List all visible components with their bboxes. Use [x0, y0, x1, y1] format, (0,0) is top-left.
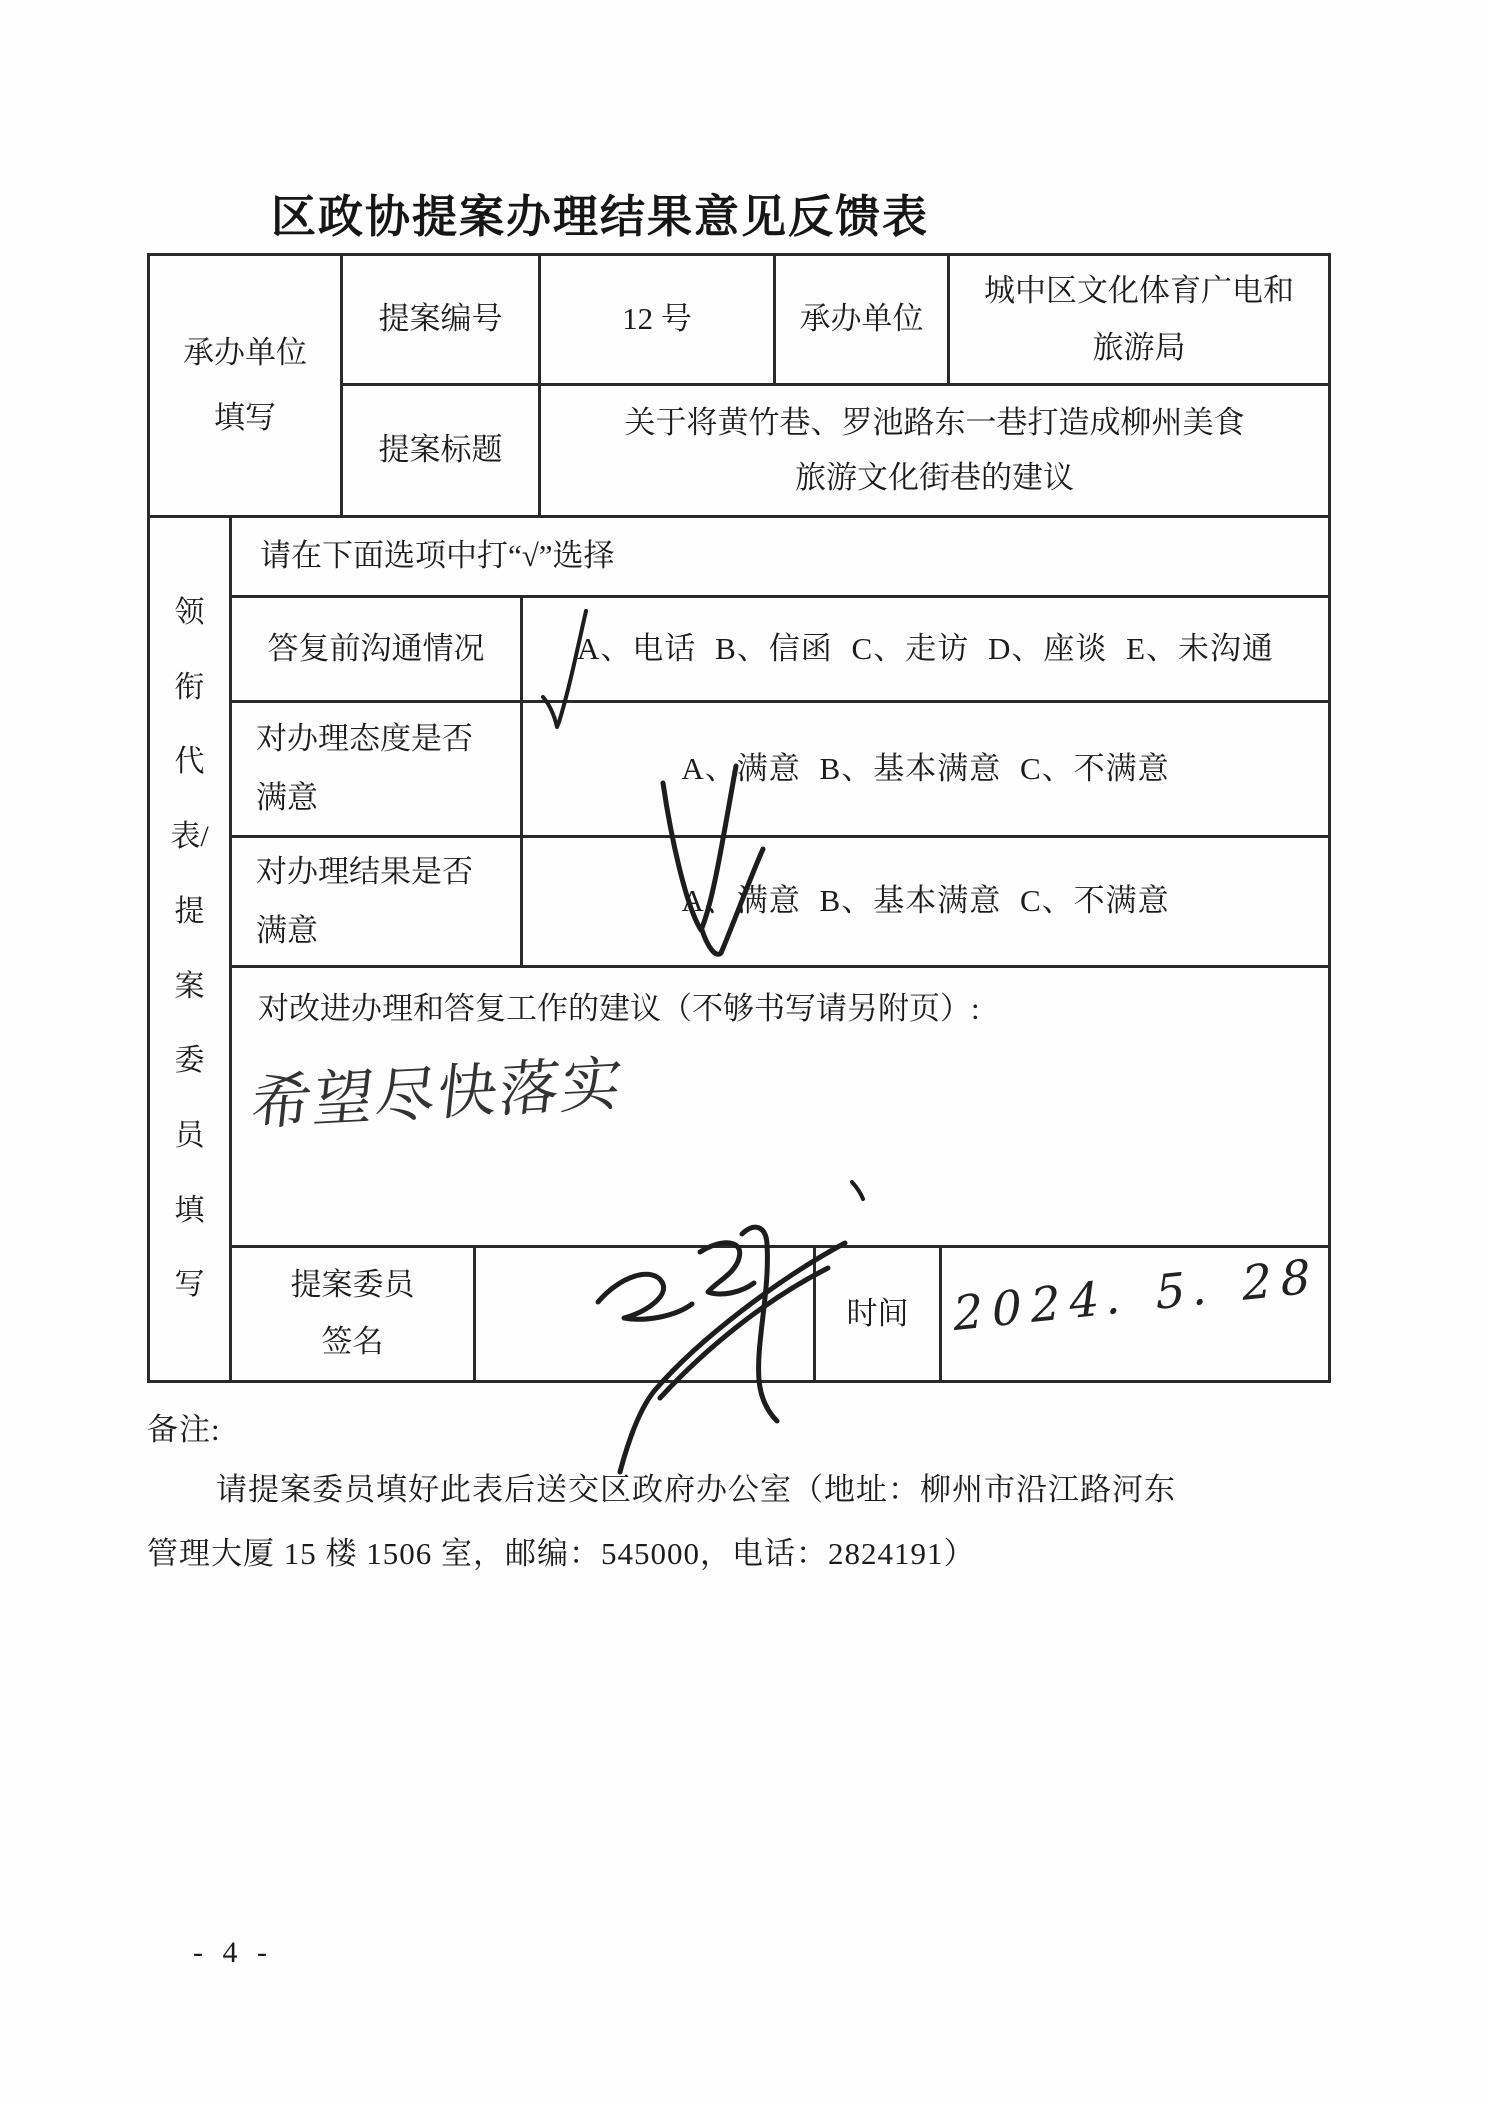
handwritten-suggestion-text: 希望尽快落实: [248, 1049, 627, 1140]
organizer-value-line2: 旅游局: [1092, 329, 1186, 365]
vertical-char: 填: [174, 1193, 205, 1227]
page-number: - 4 -: [193, 1936, 273, 1969]
cell-proposal-no-value: [538, 253, 773, 383]
vertical-char: 表/: [170, 820, 209, 854]
communication-options: A、电话 B、信函 C、走访 D、座谈 E、未沟通: [576, 630, 1275, 666]
proposal-no-value: 12 号: [622, 301, 692, 337]
remark-label: 备注:: [147, 1412, 221, 1447]
filler-top-line2: 填写: [214, 399, 276, 435]
cell-communication-options: [520, 595, 1328, 700]
signature-label-line2: 签名: [321, 1324, 384, 1359]
feedback-form-table: [147, 253, 1331, 1383]
vertical-char: 写: [174, 1268, 205, 1302]
cell-signature-label: [229, 1245, 473, 1380]
result-label-line1: 对办理结果是否: [256, 853, 473, 889]
vertical-char: 员: [174, 1119, 205, 1153]
vertical-char: 案: [174, 969, 205, 1003]
cell-result-label: [229, 835, 520, 965]
cell-organizer-value: [947, 253, 1328, 383]
result-label-line2: 满意: [256, 912, 318, 948]
proposal-no-label: 提案编号: [378, 301, 503, 337]
footer-note-line2: 管理大厦 15 楼 1506 室，邮编：545000，电话：2824191）: [147, 1536, 976, 1571]
vertical-char: 领: [174, 596, 205, 629]
cell-attitude-label: [229, 700, 520, 835]
organizer-value-line1: 城中区文化体育广电和: [984, 272, 1294, 308]
filler-top-line1: 承办单位: [183, 334, 307, 370]
proposal-title-line2: 旅游文化街巷的建议: [795, 459, 1074, 495]
result-options: A、满意 B、基本满意 C、不满意: [681, 883, 1170, 919]
cell-attitude-options: [520, 700, 1328, 835]
cell-filler-top: [147, 253, 340, 515]
suggestion-label: 对改进办理和答复工作的建议（不够书写请另附页）:: [258, 991, 980, 1026]
handwritten-date-text: 2024. 5. 28: [949, 1248, 1324, 1343]
cell-signature-value: [473, 1245, 813, 1380]
cell-time-label: [813, 1245, 939, 1380]
proposal-title-label: 提案标题: [378, 432, 503, 468]
proposal-title-line1: 关于将黄竹巷、罗池路东一巷打造成柳州美食: [624, 404, 1245, 440]
instruction-text: 请在下面选项中打“√”选择: [260, 538, 615, 574]
cell-proposal-title-value: [538, 383, 1328, 515]
attitude-options: A、满意 B、基本满意 C、不满意: [681, 750, 1170, 786]
signature-label-line1: 提案委员: [290, 1267, 415, 1303]
vertical-char: 代: [174, 745, 205, 779]
vertical-char: 委: [174, 1044, 205, 1078]
vertical-char: 衔: [174, 670, 205, 704]
organizer-label: 承办单位: [799, 301, 924, 337]
cell-proposal-title-label: [340, 383, 538, 515]
communication-label: 答复前沟通情况: [267, 630, 485, 666]
cell-communication-label: [229, 595, 520, 700]
page-title: 区政协提案办理结果意见反馈表: [270, 190, 929, 243]
cell-result-options: [520, 835, 1328, 965]
vertical-char: 提: [174, 894, 205, 928]
cell-left-vertical-label: [147, 515, 229, 1380]
attitude-label-line2: 满意: [256, 780, 318, 815]
cell-instruction: [229, 515, 1328, 595]
time-label: 时间: [846, 1295, 909, 1331]
cell-organizer-label: [773, 253, 947, 383]
footer-note-line1: 请提案委员填好此表后送交区政府办公室（地址：柳州市沿江路河东: [216, 1472, 1176, 1507]
cell-proposal-no-label: [340, 253, 538, 383]
attitude-label-line1: 对办理态度是否: [256, 721, 473, 757]
